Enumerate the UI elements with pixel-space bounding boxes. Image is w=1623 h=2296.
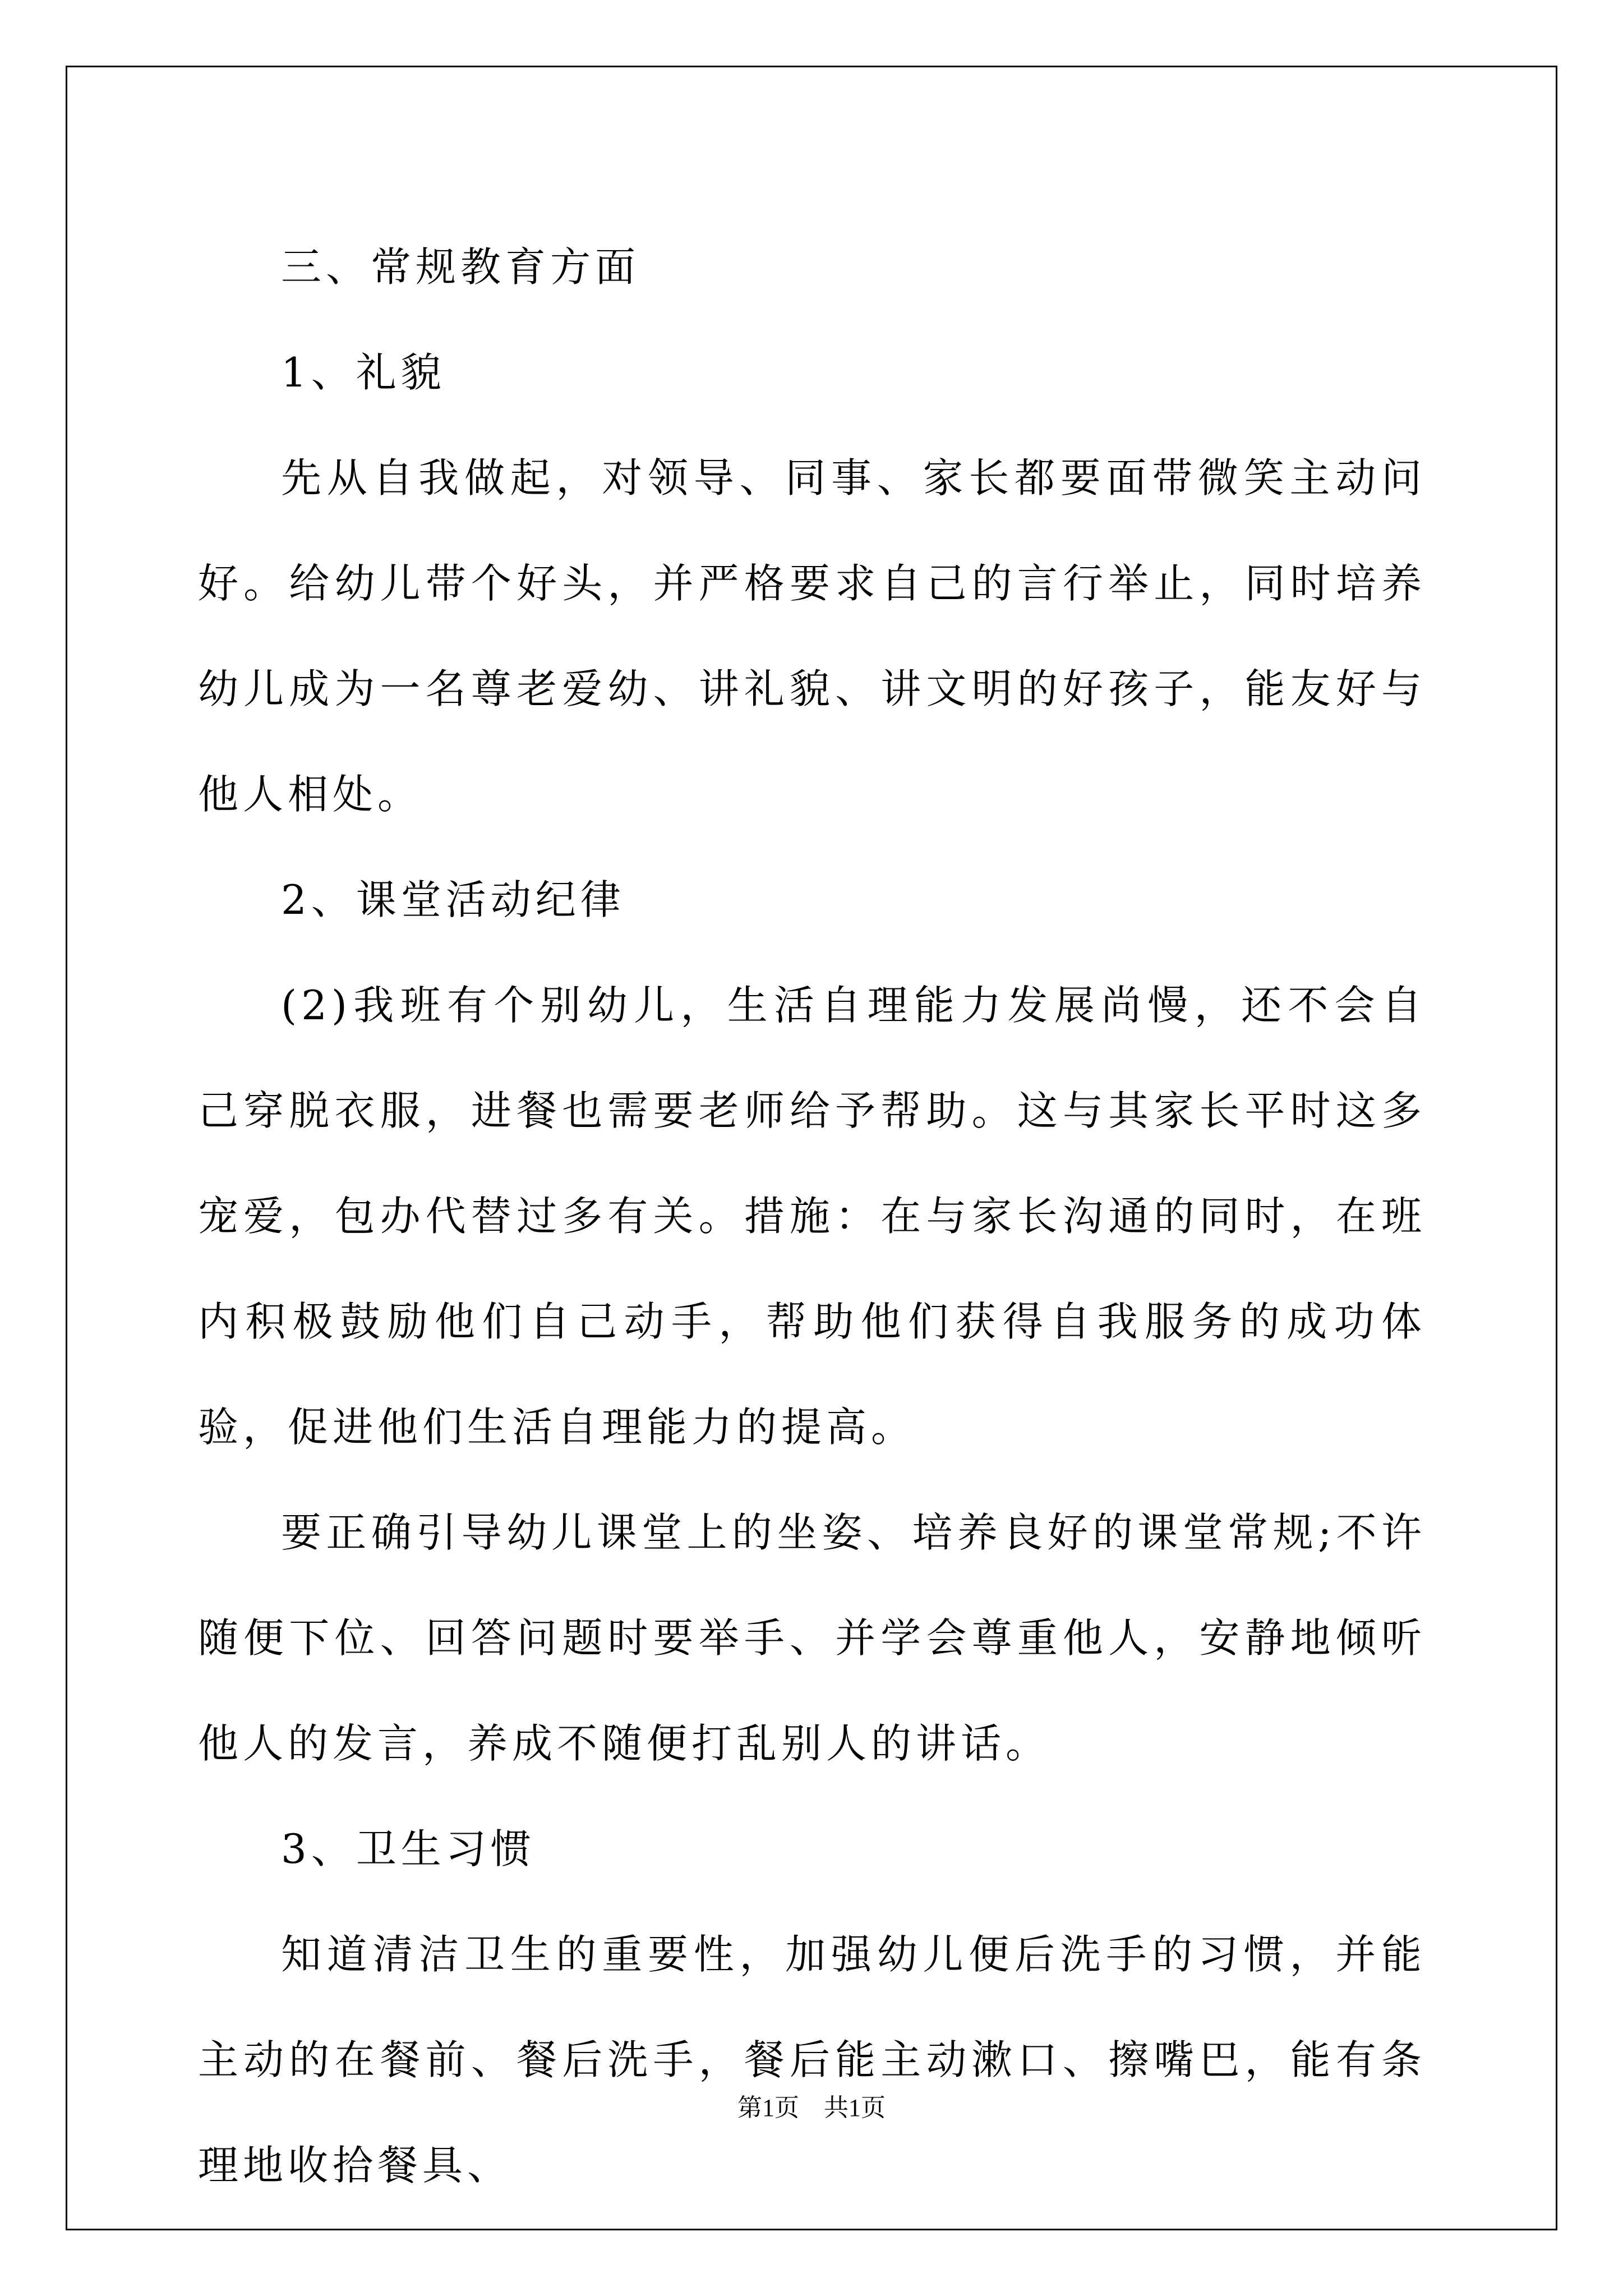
- document-body: [198, 214, 1426, 2218]
- page-number: 第1页: [737, 2094, 799, 2122]
- paragraph: 知道清洁卫生的重要性，加强幼儿便后洗手的习惯，并能主动的在餐前、餐后洗手，餐后能主动漱口、擦嘴巴，能有条理地收拾餐具、: [198, 1931, 1426, 2189]
- page-count: 共1页: [824, 2094, 886, 2122]
- paragraph: (2)我班有个别幼儿，生活自理能力发展尚慢，还不会自己穿脱衣服，进餐也需要老师给予帮助。这与其家长平时这多宠爱，包办代替过多有关。措施：在与家长沟通的同时，在班内积极鼓励他们自己动手，帮助他们获得自我服务的成功体验，促进他们生活自理能力的提高。: [198, 982, 1426, 1451]
- page-footer: [0, 2091, 1623, 2125]
- subheading-classroom-discipline: 2、课堂活动纪律: [281, 876, 625, 923]
- paragraph: 先从自我做起，对领导、同事、家长都要面带微笑主动问好。给幼儿带个好头，并严格要求自己的言行举止，同时培养幼儿成为一名尊老爱幼、讲礼貌、讲文明的好孩子，能友好与他人相处。: [198, 454, 1426, 818]
- paragraph: 要正确引导幼儿课堂上的坐姿、培养良好的课堂常规;不许随便下位、回答问题时要举手、并学会尊重他人，安静地倾听他人的发言，养成不随便打乱别人的讲话。: [198, 1509, 1426, 1767]
- subheading-courtesy: 1、礼貌: [281, 349, 446, 396]
- section-heading: 三、常规教育方面: [281, 243, 640, 291]
- subheading-hygiene: 3、卫生习惯: [281, 1825, 536, 1872]
